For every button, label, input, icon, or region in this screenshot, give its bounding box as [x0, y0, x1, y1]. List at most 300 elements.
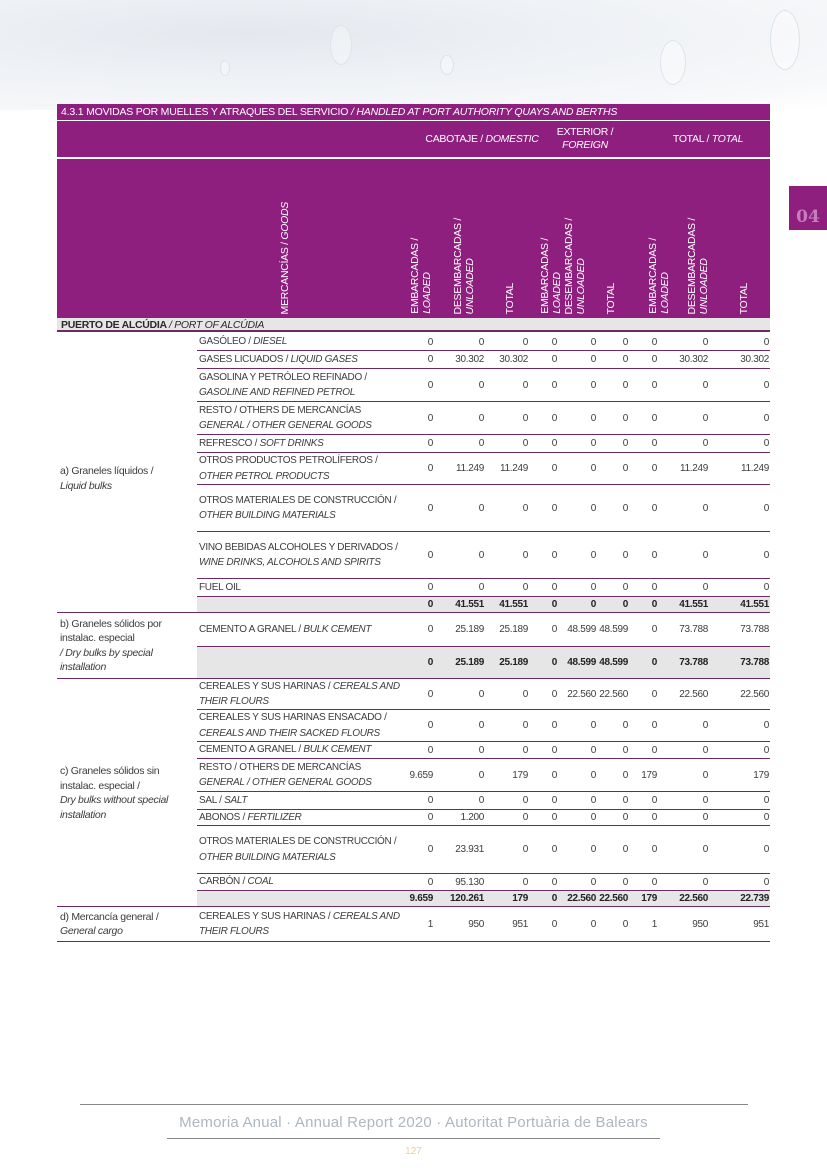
- value-cell: 950: [468, 918, 484, 930]
- value-cell: 0: [551, 624, 557, 635]
- decorative-bubble: [440, 55, 454, 75]
- value-cell: 0: [651, 599, 657, 610]
- goods-label-en: COAL: [247, 876, 274, 888]
- goods-label-en: GENERAL / OTHER GENERAL GOODS: [199, 420, 372, 431]
- column-header-es: DESEMBARCADAS /: [563, 217, 575, 314]
- value-cell: 0: [622, 354, 628, 365]
- value-cell: 179: [753, 769, 769, 781]
- value-cell: 0: [651, 502, 657, 514]
- value-cell: 0: [551, 336, 557, 348]
- table-row: [197, 810, 770, 826]
- goods-cell: [197, 485, 407, 531]
- value-cell: 48.599: [567, 624, 596, 635]
- value-cell: 0: [622, 599, 628, 610]
- decorative-bubble: [220, 60, 230, 76]
- goods-label-es: REFRESCO /: [199, 437, 258, 449]
- value-cell: 0: [590, 463, 596, 474]
- table-title-en: / HANDLED AT PORT AUTHORITY QUAYS AND BERTHS: [350, 106, 618, 118]
- decorative-bubble: [660, 40, 686, 85]
- table-row: [197, 435, 770, 453]
- value-cell: 0: [590, 549, 596, 561]
- value-cell: 0: [651, 354, 657, 365]
- value-cell: 0: [427, 688, 433, 700]
- goods-label-es: OTROS MATERIALES DE CONSTRUCCIÓN /: [199, 494, 397, 506]
- value-cell: 0: [478, 549, 484, 561]
- goods-label-en: CEREALS AND THEIR FLOURS: [199, 680, 400, 707]
- category-cell: [57, 334, 197, 613]
- value-cell: 0: [590, 812, 596, 823]
- value-cell: 0: [522, 336, 528, 348]
- table-row: [197, 759, 770, 792]
- page-number: 127: [405, 1146, 422, 1157]
- value-cell: 0: [478, 744, 484, 756]
- goods-label-en: OTHER PETROL PRODUCTS: [199, 470, 330, 482]
- port-name-en: / PORT OF ALCÚDIA: [168, 319, 265, 331]
- goods-label-es: CEREALES Y SUS HARINAS ENSACADO /: [199, 712, 387, 723]
- goods-cell: [197, 453, 407, 484]
- value-cell: 48.599: [599, 624, 628, 635]
- goods-label-en: OTHER BUILDING MATERIALS: [199, 851, 336, 863]
- subtotal-row: [197, 597, 770, 613]
- value-cell: 22.560: [599, 688, 628, 700]
- value-cell: 950: [692, 918, 708, 930]
- value-cell: 0: [427, 463, 433, 474]
- value-cell: 0: [522, 582, 528, 593]
- column-header-en: LOADED: [659, 272, 671, 314]
- value-cell: 95.130: [455, 876, 484, 888]
- table-row: [197, 826, 770, 874]
- value-cell: 22.560: [679, 688, 708, 700]
- column-header-es: EMBARCADAS /: [647, 238, 659, 314]
- goods-cell: [197, 891, 407, 906]
- value-cell: 73.788: [740, 624, 769, 635]
- decorative-bubble: [770, 10, 800, 70]
- value-cell: 0: [522, 812, 528, 823]
- category-label-es: d) Mercancía general /: [60, 910, 159, 923]
- value-cell: 23.931: [455, 844, 484, 855]
- value-cell: 25.189: [455, 624, 484, 635]
- value-cell: 0: [427, 582, 433, 593]
- value-cell: 0: [522, 412, 528, 424]
- table-row: [197, 874, 770, 891]
- value-cell: 0: [590, 744, 596, 756]
- value-cell: 22.560: [567, 688, 596, 700]
- value-cell: 1: [427, 918, 433, 930]
- column-header-es: EMBARCADAS /: [539, 238, 551, 314]
- value-cell: 0: [651, 412, 657, 424]
- column-header-en: LOADED: [551, 272, 563, 314]
- goods-label-en: OTHER BUILDING MATERIALS: [199, 510, 336, 521]
- goods-cell: [197, 792, 407, 809]
- goods-cell: [197, 759, 407, 791]
- goods-cell: [197, 334, 407, 350]
- value-cell: 0: [622, 502, 628, 514]
- value-cell: 1.200: [460, 812, 484, 823]
- goods-cell: [197, 435, 407, 452]
- category-cell: [57, 907, 197, 942]
- value-cell: 120.261: [449, 893, 484, 904]
- value-cell: 0: [427, 379, 433, 391]
- table-row: [197, 402, 770, 435]
- value-cell: 0: [551, 918, 557, 930]
- value-cell: 22.560: [679, 893, 708, 904]
- value-cell: 0: [651, 379, 657, 391]
- value-cell: 0: [478, 795, 484, 806]
- goods-cell: [197, 874, 407, 890]
- value-cell: 0: [622, 918, 628, 930]
- value-cell: 0: [590, 599, 596, 610]
- value-cell: 25.189: [499, 657, 528, 668]
- value-cell: 0: [590, 502, 596, 514]
- value-cell: 0: [702, 549, 708, 561]
- value-cell: 0: [590, 379, 596, 391]
- value-cell: 0: [651, 336, 657, 348]
- value-cell: 0: [551, 502, 557, 514]
- table-row: [197, 369, 770, 402]
- goods-cell: [197, 907, 407, 941]
- value-cell: 0: [427, 744, 433, 756]
- value-cell: 25.189: [499, 624, 528, 635]
- goods-label-es: RESTO / OTHERS DE MERCANCÍAS: [199, 404, 361, 416]
- value-cell: 0: [702, 412, 708, 424]
- table-row: [197, 613, 770, 647]
- value-cell: 41.551: [455, 599, 484, 610]
- value-cell: 9.659: [409, 769, 433, 781]
- table-row: [197, 907, 770, 942]
- value-cell: 0: [551, 720, 557, 731]
- value-cell: 0: [763, 720, 769, 731]
- value-cell: 0: [651, 688, 657, 700]
- value-cell: 0: [551, 582, 557, 593]
- value-cell: 0: [622, 744, 628, 756]
- value-cell: 22.739: [740, 893, 769, 904]
- value-cell: 0: [427, 412, 433, 424]
- value-cell: 0: [763, 502, 769, 514]
- group-header-total: [653, 121, 763, 157]
- value-cell: 0: [590, 720, 596, 731]
- header-background-image: [0, 0, 827, 110]
- group-label-en: FOREIGN: [562, 139, 608, 151]
- value-cell: 22.560: [740, 688, 769, 700]
- table-row: [197, 334, 770, 351]
- goods-column-header: [279, 202, 291, 314]
- goods-label-es: ABONOS /: [199, 811, 245, 823]
- value-cell: 0: [763, 336, 769, 348]
- value-cell: 0: [551, 844, 557, 855]
- goods-label-es: GASES LICUADOS /: [199, 353, 289, 365]
- value-cell: 0: [551, 893, 557, 904]
- decorative-bubble: [330, 25, 352, 65]
- table-row: [197, 742, 770, 759]
- footer-text: Memoria Anual · Annual Report 2020 · Autoritat Portuària de Balears: [179, 1114, 648, 1131]
- value-cell: 0: [590, 438, 596, 449]
- value-cell: 11.249: [679, 463, 708, 474]
- value-cell: 48.599: [599, 657, 628, 668]
- category-cell: [57, 679, 197, 907]
- value-cell: 0: [427, 657, 433, 668]
- value-cell: 0: [478, 769, 484, 781]
- value-cell: 0: [427, 844, 433, 855]
- value-cell: 0: [622, 795, 628, 806]
- group-label-es: CABOTAJE /: [425, 132, 483, 145]
- column-header-es: DESEMBARCADAS /: [452, 217, 464, 314]
- column-header: [686, 218, 710, 314]
- value-cell: 0: [478, 502, 484, 514]
- value-cell: 0: [702, 502, 708, 514]
- value-cell: 0: [551, 769, 557, 781]
- subtotal-row: [197, 891, 770, 907]
- goods-label-es: CEREALES Y SUS HARINAS /: [199, 680, 331, 692]
- value-cell: 0: [427, 549, 433, 561]
- footer-divider: [167, 1138, 660, 1139]
- value-cell: 0: [478, 438, 484, 449]
- category-label-es: b) Graneles sólidos por instalac. especial: [60, 617, 162, 644]
- group-header-row: [57, 121, 770, 157]
- value-cell: 951: [753, 918, 769, 930]
- value-cell: 0: [522, 720, 528, 731]
- goods-cell: [197, 402, 407, 434]
- value-cell: 73.788: [740, 657, 769, 668]
- value-cell: 22.560: [567, 893, 596, 904]
- value-cell: 0: [551, 657, 557, 668]
- goods-label-es: OTROS MATERIALES DE CONSTRUCCIÓN /: [199, 836, 397, 847]
- table-row: [197, 485, 770, 532]
- table-row: [197, 351, 770, 369]
- column-header: [452, 218, 476, 314]
- goods-label-es: GASOLINA Y PETRÓLEO REFINADO /: [199, 371, 367, 383]
- goods-label-en: SALT: [224, 794, 248, 806]
- value-cell: 0: [590, 582, 596, 593]
- goods-cell: [197, 742, 407, 758]
- goods-label-en: BULK CEMENT: [303, 623, 372, 635]
- value-cell: 0: [590, 412, 596, 424]
- value-cell: 22.560: [599, 893, 628, 904]
- column-header-en: UNLOADED: [575, 258, 587, 314]
- value-cell: 0: [651, 720, 657, 731]
- column-header-es: TOTAL: [605, 282, 617, 314]
- category-label-en: General cargo: [60, 925, 123, 937]
- value-cell: 0: [702, 795, 708, 806]
- value-cell: 0: [763, 812, 769, 823]
- value-cell: 0: [622, 412, 628, 424]
- value-cell: 0: [622, 876, 628, 888]
- column-header-es: DESEMBARCADAS /: [686, 217, 698, 314]
- value-cell: 0: [622, 463, 628, 474]
- value-cell: 179: [512, 893, 528, 904]
- value-cell: 30.302: [740, 354, 769, 365]
- goods-label-es: SAL /: [199, 794, 222, 806]
- goods-label-en: WINE DRINKS, ALCOHOLS AND SPIRITS: [199, 557, 381, 568]
- value-cell: 0: [427, 876, 433, 888]
- goods-label-en: CEREALS AND THEIR SACKED FLOURS: [199, 727, 380, 739]
- goods-label-es: RESTO / OTHERS DE MERCANCÍAS: [199, 761, 361, 773]
- value-cell: 0: [427, 720, 433, 731]
- column-header: [605, 283, 617, 314]
- value-cell: 0: [522, 876, 528, 888]
- category-label-es: a) Graneles líquidos /: [60, 465, 154, 477]
- value-cell: 0: [522, 502, 528, 514]
- value-cell: 0: [763, 844, 769, 855]
- value-cell: 11.249: [455, 463, 484, 474]
- goods-cell: [197, 710, 407, 741]
- footer-divider: [80, 1104, 748, 1105]
- goods-label-en: GASOLINE AND REFINED PETROL: [199, 387, 356, 398]
- column-header: [539, 238, 563, 314]
- column-header: [563, 218, 587, 314]
- value-cell: 0: [763, 438, 769, 449]
- goods-label-es: OTROS PRODUCTOS PETROLÍFEROS /: [199, 455, 378, 466]
- port-name-es: PUERTO DE ALCÚDIA: [61, 319, 167, 331]
- value-cell: 0: [702, 379, 708, 391]
- goods-cell: [197, 613, 407, 646]
- table-row: [197, 579, 770, 597]
- value-cell: 0: [522, 549, 528, 561]
- goods-cell: [197, 597, 407, 612]
- goods-cell: [197, 369, 407, 401]
- column-header: [504, 283, 516, 314]
- value-cell: 0: [551, 463, 557, 474]
- goods-label-es: CEMENTO A GRANEL /: [199, 744, 301, 756]
- port-row: [57, 318, 770, 332]
- goods-label-es: VINO BEBIDAS ALCOHOLES Y DERIVADOS /: [199, 541, 398, 553]
- goods-label-es: CARBÓN /: [199, 876, 245, 888]
- group-header-foreign: [535, 121, 635, 157]
- value-cell: 0: [651, 876, 657, 888]
- value-cell: 0: [651, 463, 657, 474]
- value-cell: 0: [478, 582, 484, 593]
- value-cell: 0: [551, 744, 557, 756]
- goods-cell: [197, 579, 407, 596]
- value-cell: 48.599: [567, 657, 596, 668]
- value-cell: 0: [763, 549, 769, 561]
- value-cell: 0: [622, 720, 628, 731]
- value-cell: 0: [702, 336, 708, 348]
- value-cell: 11.249: [499, 463, 528, 474]
- column-header-en: UNLOADED: [698, 258, 710, 314]
- goods-label-en: DIESEL: [253, 336, 288, 348]
- category-label-en: Liquid bulks: [60, 479, 112, 492]
- value-cell: 0: [622, 582, 628, 593]
- value-cell: 73.788: [679, 624, 708, 635]
- value-cell: 0: [702, 744, 708, 756]
- table-row: [197, 532, 770, 579]
- value-cell: 0: [651, 744, 657, 756]
- value-cell: 0: [590, 336, 596, 348]
- goods-label-es: CEREALES Y SUS HARINAS /: [199, 910, 331, 922]
- value-cell: 0: [551, 412, 557, 424]
- value-cell: 0: [590, 844, 596, 855]
- value-cell: 0: [427, 599, 433, 610]
- value-cell: 0: [622, 812, 628, 823]
- value-cell: 0: [551, 438, 557, 449]
- value-cell: 0: [622, 769, 628, 781]
- column-header: [409, 238, 433, 314]
- goods-cell: [197, 351, 407, 368]
- chapter-tab: [789, 186, 827, 230]
- category-label-es: c) Graneles sólidos sin instalac. especial /: [60, 765, 160, 792]
- value-cell: 951: [512, 918, 528, 930]
- value-cell: 30.302: [499, 354, 528, 365]
- value-cell: 0: [622, 379, 628, 391]
- goods-label-es: GASÓLEO /: [199, 336, 251, 348]
- subtotal-row: [197, 647, 770, 679]
- table-row: [197, 710, 770, 742]
- value-cell: 0: [622, 336, 628, 348]
- goods-label-es: FUEL OIL: [199, 581, 241, 593]
- value-cell: 0: [651, 657, 657, 668]
- value-cell: 0: [551, 876, 557, 888]
- value-cell: 0: [427, 502, 433, 514]
- value-cell: 0: [702, 812, 708, 823]
- value-cell: 0: [590, 354, 596, 365]
- goods-label-en: CEREALS AND THEIR FLOURS: [199, 910, 400, 937]
- value-cell: 0: [427, 336, 433, 348]
- value-cell: 0: [651, 795, 657, 806]
- value-cell: 0: [590, 918, 596, 930]
- column-header: [738, 283, 750, 314]
- value-cell: 41.551: [499, 599, 528, 610]
- value-cell: 0: [551, 688, 557, 700]
- value-cell: 0: [427, 795, 433, 806]
- value-cell: 0: [651, 549, 657, 561]
- value-cell: 0: [590, 795, 596, 806]
- goods-label-es: CEMENTO A GRANEL /: [199, 623, 301, 635]
- value-cell: 0: [427, 354, 433, 365]
- goods-cell: [197, 810, 407, 825]
- value-cell: 0: [522, 844, 528, 855]
- value-cell: 1: [651, 918, 657, 930]
- value-cell: 0: [590, 769, 596, 781]
- value-cell: 179: [512, 769, 528, 781]
- table-title: [57, 104, 770, 120]
- value-cell: 0: [702, 769, 708, 781]
- goods-label-en: BULK CEMENT: [303, 744, 372, 756]
- value-cell: 0: [551, 599, 557, 610]
- category-cell: [57, 613, 197, 679]
- value-cell: 9.659: [409, 893, 433, 904]
- value-cell: 0: [551, 549, 557, 561]
- column-header-es: TOTAL: [738, 282, 750, 314]
- value-cell: 0: [622, 438, 628, 449]
- value-cell: 0: [551, 354, 557, 365]
- goods-header-en: GOODS: [279, 201, 291, 240]
- value-cell: 0: [763, 876, 769, 888]
- value-cell: 30.302: [679, 354, 708, 365]
- goods-header-es: MERCANCÍAS /: [279, 241, 291, 314]
- column-header-row: [57, 159, 770, 318]
- value-cell: 0: [478, 688, 484, 700]
- goods-cell: [197, 532, 407, 578]
- goods-cell: [197, 679, 407, 709]
- table-row: [197, 679, 770, 710]
- value-cell: 0: [427, 812, 433, 823]
- goods-label-en: SOFT DRINKS: [259, 437, 324, 449]
- value-cell: 0: [478, 379, 484, 391]
- value-cell: 0: [522, 379, 528, 391]
- value-cell: 0: [478, 336, 484, 348]
- value-cell: 0: [427, 624, 433, 635]
- value-cell: 0: [522, 438, 528, 449]
- value-cell: 179: [641, 893, 657, 904]
- column-header-es: EMBARCADAS /: [409, 238, 421, 314]
- value-cell: 73.788: [679, 657, 708, 668]
- group-label-en: TOTAL: [711, 132, 744, 145]
- value-cell: 0: [478, 720, 484, 731]
- value-cell: 0: [622, 549, 628, 561]
- value-cell: 0: [702, 876, 708, 888]
- value-cell: 41.551: [740, 599, 769, 610]
- value-cell: 0: [651, 624, 657, 635]
